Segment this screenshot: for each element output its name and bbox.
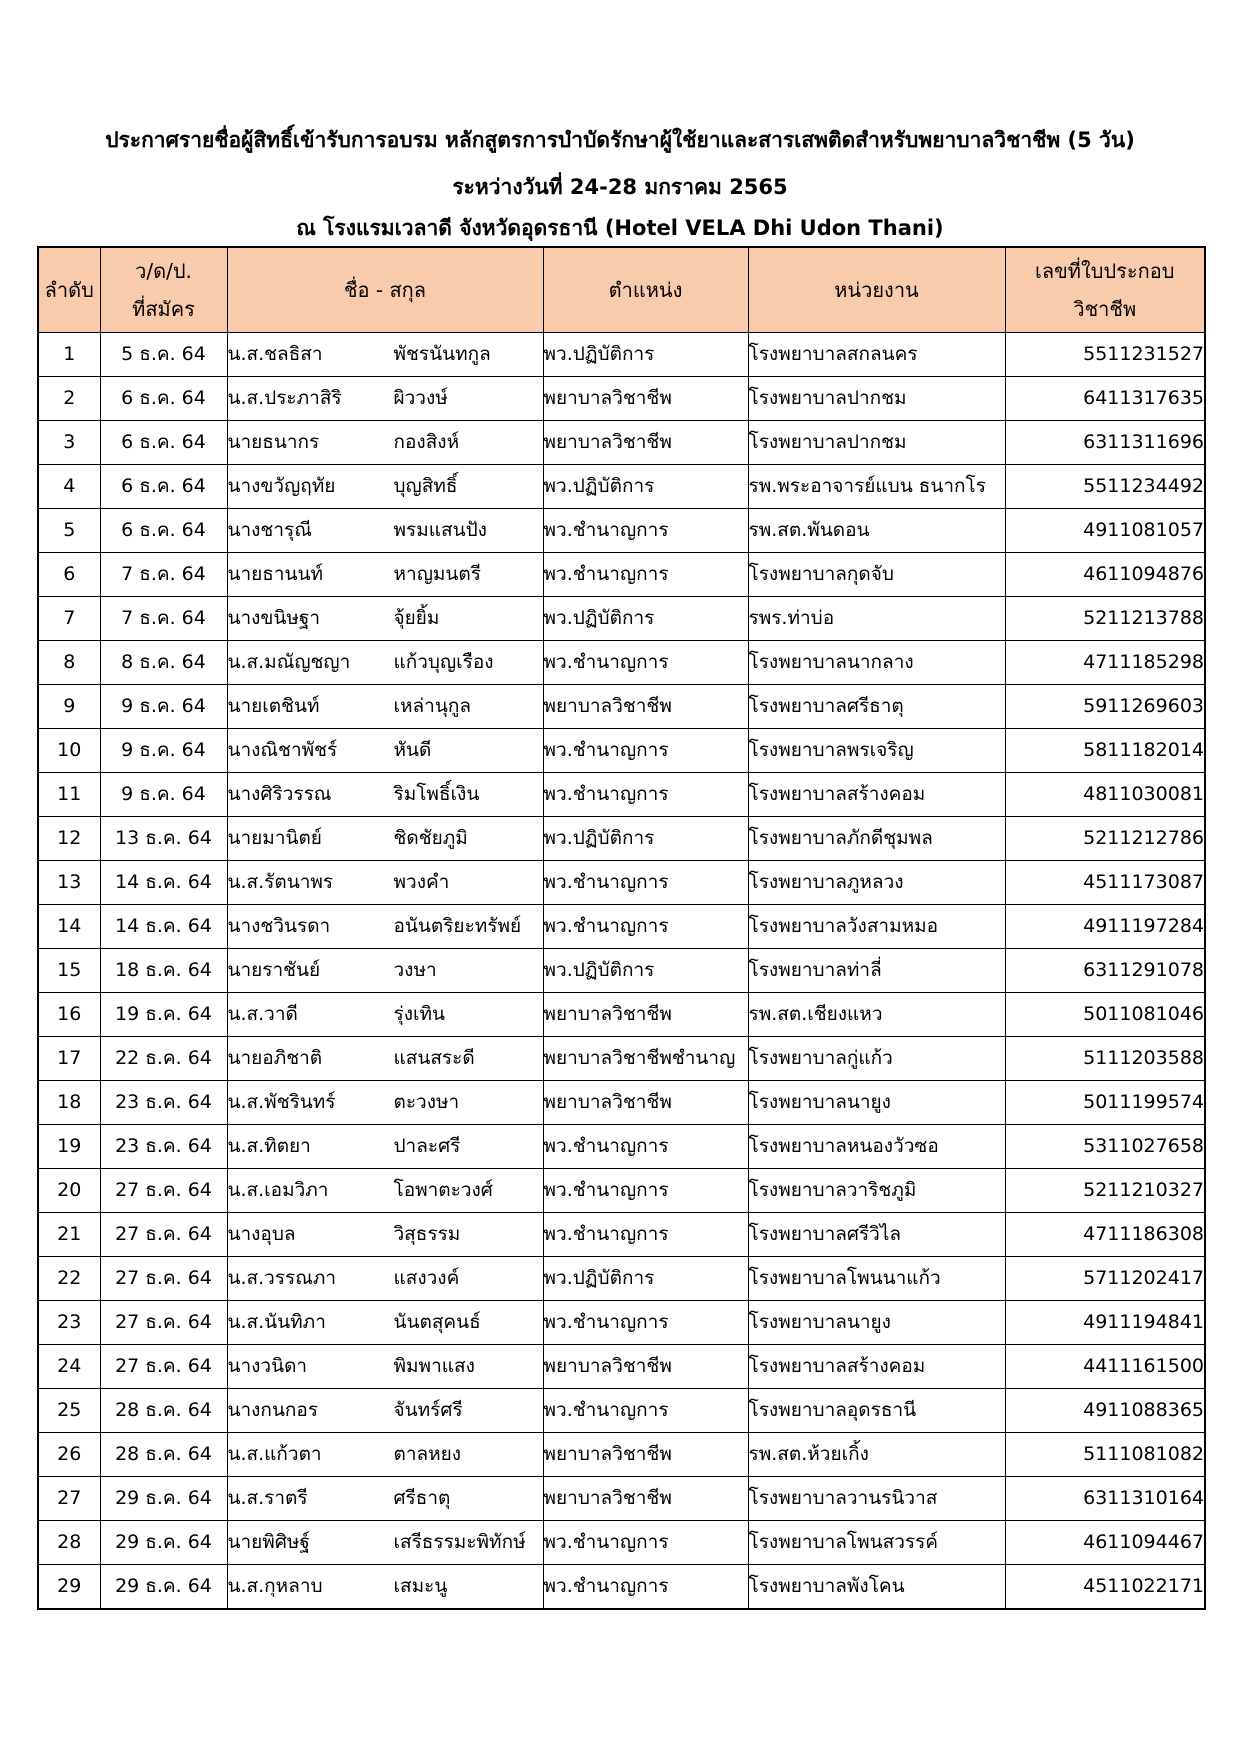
first-name: นางณิชาพัชร์ — [227, 739, 338, 761]
application-date: 28 ธ.ค. 64 — [100, 1389, 227, 1433]
document-date-range: ระหว่างวันที่ 24-28 มกราคม 2565 — [452, 175, 788, 199]
row-number: 29 — [38, 1565, 100, 1610]
application-date: 5 ธ.ค. 64 — [100, 333, 227, 377]
first-name: น.ส.แก้วตา — [227, 1443, 322, 1465]
table-row — [38, 1037, 1205, 1081]
row-number: 16 — [38, 993, 100, 1037]
first-name: นายราชันย์ — [227, 959, 321, 981]
position: พยาบาลวิชาชีพ — [543, 993, 748, 1037]
work-unit: โรงพยาบาลกู่แก้ว — [748, 1037, 1005, 1081]
row-number: 9 — [38, 685, 100, 729]
table-row — [38, 993, 1205, 1037]
application-date: 22 ธ.ค. 64 — [100, 1037, 227, 1081]
full-name — [227, 1125, 543, 1169]
first-name: นางวนิดา — [227, 1355, 308, 1377]
work-unit: โรงพยาบาลปากชม — [748, 377, 1005, 421]
work-unit: โรงพยาบาลสร้างคอม — [748, 1345, 1005, 1389]
license-number: 5111081082 — [1005, 1433, 1205, 1477]
row-number: 17 — [38, 1037, 100, 1081]
application-date: 19 ธ.ค. 64 — [100, 993, 227, 1037]
table-row — [38, 729, 1205, 773]
application-date: 6 ธ.ค. 64 — [100, 509, 227, 553]
first-name: นายธานนท์ — [227, 563, 324, 585]
position: พยาบาลวิชาชีพ — [543, 1477, 748, 1521]
first-name: น.ส.รัตนาพร — [227, 871, 334, 893]
full-name — [227, 1081, 543, 1125]
last-name: ผิววงษ์ — [393, 387, 448, 409]
position: พว.ปฏิบัติการ — [543, 333, 748, 377]
last-name: แสนสระดี — [393, 1047, 475, 1069]
document-venue: ณ โรงแรมเวลาดี จังหวัดอุดรธานี (Hotel VELA Dhi Udon Thani) — [296, 216, 944, 240]
license-number: 6311311696 — [1005, 421, 1205, 465]
full-name — [227, 685, 543, 729]
application-date: 14 ธ.ค. 64 — [100, 861, 227, 905]
last-name: นันตสุคนธ์ — [393, 1311, 481, 1333]
position: พว.ชำนาญการ — [543, 509, 748, 553]
position: พยาบาลวิชาชีพ — [543, 685, 748, 729]
license-number: 5711202417 — [1005, 1257, 1205, 1301]
first-name: น.ส.มณัญชญา — [227, 651, 351, 673]
table-row — [38, 597, 1205, 641]
row-number: 4 — [38, 465, 100, 509]
first-name: น.ส.วาดี — [227, 1003, 298, 1025]
first-name: นางขนิษฐา — [227, 607, 321, 629]
license-number: 5211210327 — [1005, 1169, 1205, 1213]
table-row — [38, 1081, 1205, 1125]
last-name: พัชรนันทกูล — [393, 343, 491, 365]
first-name: นางอุบล — [227, 1223, 296, 1245]
license-number: 4511022171 — [1005, 1565, 1205, 1610]
first-name: น.ส.ประภาสิริ — [227, 387, 342, 409]
work-unit: โรงพยาบาลอุดรธานี — [748, 1389, 1005, 1433]
application-date: 6 ธ.ค. 64 — [100, 421, 227, 465]
full-name — [227, 1389, 543, 1433]
last-name: วิสุธรรม — [393, 1223, 461, 1245]
application-date: 6 ธ.ค. 64 — [100, 465, 227, 509]
position: พยาบาลวิชาชีพ — [543, 377, 748, 421]
table-row — [38, 1169, 1205, 1213]
last-name: พรมแสนปัง — [393, 519, 487, 541]
table-row — [38, 1301, 1205, 1345]
full-name — [227, 1477, 543, 1521]
row-number: 8 — [38, 641, 100, 685]
position: พยาบาลวิชาชีพ — [543, 1433, 748, 1477]
position: พยาบาลวิชาชีพ — [543, 1345, 748, 1389]
work-unit: โรงพยาบาลนากลาง — [748, 641, 1005, 685]
position: พยาบาลวิชาชีพชำนาญ — [543, 1037, 748, 1081]
last-name: แสงวงค์ — [393, 1267, 460, 1289]
row-number: 27 — [38, 1477, 100, 1521]
full-name — [227, 773, 543, 817]
license-number: 4911197284 — [1005, 905, 1205, 949]
license-number: 5111203588 — [1005, 1037, 1205, 1081]
first-name: นายมานิตย์ — [227, 827, 322, 849]
row-number: 15 — [38, 949, 100, 993]
work-unit: โรงพยาบาลพรเจริญ — [748, 729, 1005, 773]
work-unit: โรงพยาบาลวาริชภูมิ — [748, 1169, 1005, 1213]
work-unit: โรงพยาบาลสกลนคร — [748, 333, 1005, 377]
column-header-date — [100, 247, 227, 333]
full-name — [227, 729, 543, 773]
full-name — [227, 817, 543, 861]
full-name — [227, 421, 543, 465]
license-number: 4511173087 — [1005, 861, 1205, 905]
first-name: นางชารุณี — [227, 519, 312, 541]
application-date: 27 ธ.ค. 64 — [100, 1257, 227, 1301]
application-date: 8 ธ.ค. 64 — [100, 641, 227, 685]
table-row — [38, 1433, 1205, 1477]
column-header-date-line1: ว/ด/ป. — [135, 259, 192, 283]
table-row — [38, 949, 1205, 993]
table-row — [38, 1125, 1205, 1169]
work-unit: รพ.สต.เชียงแหว — [748, 993, 1005, 1037]
license-number: 5011199574 — [1005, 1081, 1205, 1125]
first-name: น.ส.ราตรี — [227, 1487, 308, 1509]
row-number: 2 — [38, 377, 100, 421]
table-row — [38, 773, 1205, 817]
position: พว.ชำนาญการ — [543, 641, 748, 685]
application-date: 9 ธ.ค. 64 — [100, 729, 227, 773]
full-name — [227, 333, 543, 377]
last-name: ตาลหยง — [393, 1443, 462, 1465]
full-name — [227, 1433, 543, 1477]
first-name: นายอภิชาติ — [227, 1047, 323, 1069]
first-name: น.ส.ชลธิสา — [227, 343, 323, 365]
table-row — [38, 1521, 1205, 1565]
table-row — [38, 861, 1205, 905]
table-row — [38, 1257, 1205, 1301]
license-number: 5311027658 — [1005, 1125, 1205, 1169]
last-name: จุ้ยยิ้ม — [393, 607, 440, 629]
position: พว.ชำนาญการ — [543, 905, 748, 949]
work-unit: รพร.ท่าบ่อ — [748, 597, 1005, 641]
column-header-unit: หน่วยงาน — [748, 247, 1005, 333]
first-name: นางชวินรดา — [227, 915, 331, 937]
license-number: 5211213788 — [1005, 597, 1205, 641]
license-number: 6311291078 — [1005, 949, 1205, 993]
column-header-position: ตำแหน่ง — [543, 247, 748, 333]
application-date: 27 ธ.ค. 64 — [100, 1301, 227, 1345]
application-date: 7 ธ.ค. 64 — [100, 597, 227, 641]
work-unit: โรงพยาบาลภักดีชุมพล — [748, 817, 1005, 861]
first-name: น.ส.พัชรินทร์ — [227, 1091, 336, 1113]
table-row — [38, 641, 1205, 685]
last-name: หันดี — [393, 739, 432, 761]
row-number: 24 — [38, 1345, 100, 1389]
license-number: 5211212786 — [1005, 817, 1205, 861]
table-row — [38, 465, 1205, 509]
work-unit: รพ.สต.ห้วยเกิ้ง — [748, 1433, 1005, 1477]
license-number: 4911088365 — [1005, 1389, 1205, 1433]
license-number: 5911269603 — [1005, 685, 1205, 729]
row-number: 26 — [38, 1433, 100, 1477]
license-number: 5511234492 — [1005, 465, 1205, 509]
table-row — [38, 377, 1205, 421]
application-date: 23 ธ.ค. 64 — [100, 1081, 227, 1125]
table-header-row — [38, 247, 1205, 333]
full-name — [227, 905, 543, 949]
license-number: 5811182014 — [1005, 729, 1205, 773]
full-name — [227, 993, 543, 1037]
table-row — [38, 1213, 1205, 1257]
first-name: นางขวัญฤทัย — [227, 475, 336, 497]
license-number: 4711185298 — [1005, 641, 1205, 685]
application-date: 27 ธ.ค. 64 — [100, 1213, 227, 1257]
row-number: 14 — [38, 905, 100, 949]
position: พว.ชำนาญการ — [543, 1301, 748, 1345]
first-name: นายธนากร — [227, 431, 320, 453]
application-date: 29 ธ.ค. 64 — [100, 1521, 227, 1565]
last-name: แก้วบุญเรือง — [393, 651, 494, 673]
row-number: 1 — [38, 333, 100, 377]
full-name — [227, 509, 543, 553]
last-name: เสมะนู — [393, 1575, 448, 1597]
full-name — [227, 1213, 543, 1257]
application-date: 13 ธ.ค. 64 — [100, 817, 227, 861]
full-name — [227, 949, 543, 993]
column-header-license-line1: เลขที่ใบประกอบ — [1035, 259, 1175, 283]
work-unit: โรงพยาบาลวังสามหมอ — [748, 905, 1005, 949]
table-row — [38, 817, 1205, 861]
position: พว.ชำนาญการ — [543, 773, 748, 817]
table-row — [38, 421, 1205, 465]
row-number: 21 — [38, 1213, 100, 1257]
application-date: 14 ธ.ค. 64 — [100, 905, 227, 949]
application-date: 23 ธ.ค. 64 — [100, 1125, 227, 1169]
first-name: น.ส.วรรณภา — [227, 1267, 337, 1289]
position: พว.ชำนาญการ — [543, 1389, 748, 1433]
license-number: 6411317635 — [1005, 377, 1205, 421]
position: พว.ปฏิบัติการ — [543, 1257, 748, 1301]
license-number: 4611094467 — [1005, 1521, 1205, 1565]
table-row — [38, 1389, 1205, 1433]
position: พยาบาลวิชาชีพ — [543, 1081, 748, 1125]
position: พว.ชำนาญการ — [543, 1213, 748, 1257]
work-unit: โรงพยาบาลสร้างคอม — [748, 773, 1005, 817]
last-name: จันทร์ศรี — [393, 1399, 463, 1421]
last-name: ศรีธาตุ — [393, 1487, 451, 1509]
last-name: บุญสิทธิ์ — [393, 475, 458, 497]
work-unit: รพ.พระอาจารย์แบน ธนากโร — [748, 465, 1005, 509]
column-header-license-line2: วิชาชีพ — [1073, 297, 1137, 321]
position: พว.ชำนาญการ — [543, 1125, 748, 1169]
full-name — [227, 1565, 543, 1610]
table-row — [38, 553, 1205, 597]
table-row — [38, 905, 1205, 949]
position: พว.ปฏิบัติการ — [543, 949, 748, 993]
application-date: 28 ธ.ค. 64 — [100, 1433, 227, 1477]
last-name: หาญมนตรี — [393, 563, 481, 585]
application-date: 7 ธ.ค. 64 — [100, 553, 227, 597]
work-unit: โรงพยาบาลปากชม — [748, 421, 1005, 465]
license-number: 4711186308 — [1005, 1213, 1205, 1257]
row-number: 7 — [38, 597, 100, 641]
full-name — [227, 377, 543, 421]
license-number: 4411161500 — [1005, 1345, 1205, 1389]
first-name: น.ส.กุหลาบ — [227, 1575, 323, 1597]
document-title: ประกาศรายชื่อผู้สิทธิ์เข้ารับการอบรม หลักสูตรการบำบัดรักษาผู้ใช้ยาและสารเสพติดสำหรับพยาบาลวิชาชีพ (5 วัน) — [105, 128, 1135, 152]
first-name: น.ส.เอมวิภา — [227, 1179, 329, 1201]
row-number: 18 — [38, 1081, 100, 1125]
column-header-name: ชื่อ - สกุล — [227, 247, 543, 333]
work-unit: โรงพยาบาลพังโคน — [748, 1565, 1005, 1610]
position: พว.ชำนาญการ — [543, 553, 748, 597]
full-name — [227, 1345, 543, 1389]
table-row — [38, 1565, 1205, 1610]
last-name: พิมพาแสง — [393, 1355, 475, 1377]
application-date: 9 ธ.ค. 64 — [100, 685, 227, 729]
last-name: เสรีธรรมะพิทักษ์ — [393, 1531, 526, 1553]
license-number: 5511231527 — [1005, 333, 1205, 377]
last-name: พวงคำ — [393, 871, 450, 893]
last-name: ตะวงษา — [393, 1091, 460, 1113]
first-name: น.ส.ทิตยา — [227, 1135, 311, 1157]
application-date: 29 ธ.ค. 64 — [100, 1477, 227, 1521]
first-name: นางกนกอร — [227, 1399, 319, 1421]
first-name: นายพิศิษฐ์ — [227, 1531, 310, 1553]
work-unit: โรงพยาบาลนายูง — [748, 1081, 1005, 1125]
last-name: กองสิงห์ — [393, 431, 460, 453]
position: พว.ชำนาญการ — [543, 1169, 748, 1213]
table-row — [38, 509, 1205, 553]
work-unit: โรงพยาบาลศรีธาตุ — [748, 685, 1005, 729]
position: พว.ปฏิบัติการ — [543, 465, 748, 509]
application-date: 29 ธ.ค. 64 — [100, 1565, 227, 1610]
column-header-date-line2: ที่สมัคร — [132, 297, 195, 321]
row-number: 12 — [38, 817, 100, 861]
full-name — [227, 1257, 543, 1301]
row-number: 25 — [38, 1389, 100, 1433]
last-name: อนันตริยะทรัพย์ — [393, 915, 522, 937]
column-header-no: ลำดับ — [38, 247, 100, 333]
license-number: 5011081046 — [1005, 993, 1205, 1037]
position: พว.ชำนาญการ — [543, 861, 748, 905]
row-number: 10 — [38, 729, 100, 773]
full-name — [227, 1521, 543, 1565]
position: พว.ปฏิบัติการ — [543, 597, 748, 641]
full-name — [227, 1037, 543, 1081]
row-number: 23 — [38, 1301, 100, 1345]
full-name — [227, 861, 543, 905]
row-number: 6 — [38, 553, 100, 597]
last-name: ปาละศรี — [393, 1135, 461, 1157]
column-header-license — [1005, 247, 1205, 333]
application-date: 27 ธ.ค. 64 — [100, 1345, 227, 1389]
work-unit: โรงพยาบาลโพนสวรรค์ — [748, 1521, 1005, 1565]
position: พว.ชำนาญการ — [543, 1565, 748, 1610]
full-name — [227, 1169, 543, 1213]
work-unit: โรงพยาบาลวานรนิวาส — [748, 1477, 1005, 1521]
table-row — [38, 685, 1205, 729]
full-name — [227, 1301, 543, 1345]
work-unit: โรงพยาบาลหนองวัวซอ — [748, 1125, 1005, 1169]
last-name: ริมโพธิ์เงิน — [393, 783, 480, 805]
last-name: เหล่านุกูล — [393, 695, 471, 717]
row-number: 5 — [38, 509, 100, 553]
row-number: 19 — [38, 1125, 100, 1169]
position: พว.ปฏิบัติการ — [543, 817, 748, 861]
application-date: 27 ธ.ค. 64 — [100, 1169, 227, 1213]
table-row — [38, 333, 1205, 377]
license-number: 4611094876 — [1005, 553, 1205, 597]
row-number: 28 — [38, 1521, 100, 1565]
last-name: ชิดชัยภูมิ — [393, 827, 468, 849]
first-name: น.ส.นันทิภา — [227, 1311, 326, 1333]
row-number: 22 — [38, 1257, 100, 1301]
row-number: 13 — [38, 861, 100, 905]
first-name: นางศิริวรรณ — [227, 783, 332, 805]
participant-table — [37, 246, 1206, 1610]
work-unit: โรงพยาบาลภูหลวง — [748, 861, 1005, 905]
full-name — [227, 465, 543, 509]
row-number: 3 — [38, 421, 100, 465]
application-date: 6 ธ.ค. 64 — [100, 377, 227, 421]
position: พยาบาลวิชาชีพ — [543, 421, 748, 465]
table-row — [38, 1477, 1205, 1521]
first-name: นายเตชินท์ — [227, 695, 320, 717]
full-name — [227, 597, 543, 641]
last-name: วงษา — [393, 959, 437, 981]
row-number: 20 — [38, 1169, 100, 1213]
table-row — [38, 1345, 1205, 1389]
position: พว.ชำนาญการ — [543, 729, 748, 773]
work-unit: โรงพยาบาลโพนนาแก้ว — [748, 1257, 1005, 1301]
full-name — [227, 553, 543, 597]
work-unit: โรงพยาบาลศรีวิไล — [748, 1213, 1005, 1257]
license-number: 4911194841 — [1005, 1301, 1205, 1345]
work-unit: โรงพยาบาลนายูง — [748, 1301, 1005, 1345]
position: พว.ชำนาญการ — [543, 1521, 748, 1565]
application-date: 9 ธ.ค. 64 — [100, 773, 227, 817]
application-date: 18 ธ.ค. 64 — [100, 949, 227, 993]
last-name: รุ่งเทิน — [393, 1003, 445, 1025]
work-unit: โรงพยาบาลกุดจับ — [748, 553, 1005, 597]
last-name: โอพาตะวงศ์ — [393, 1179, 493, 1201]
license-number: 6311310164 — [1005, 1477, 1205, 1521]
full-name — [227, 641, 543, 685]
work-unit: รพ.สต.พันดอน — [748, 509, 1005, 553]
license-number: 4911081057 — [1005, 509, 1205, 553]
row-number: 11 — [38, 773, 100, 817]
work-unit: โรงพยาบาลท่าลี่ — [748, 949, 1005, 993]
license-number: 4811030081 — [1005, 773, 1205, 817]
